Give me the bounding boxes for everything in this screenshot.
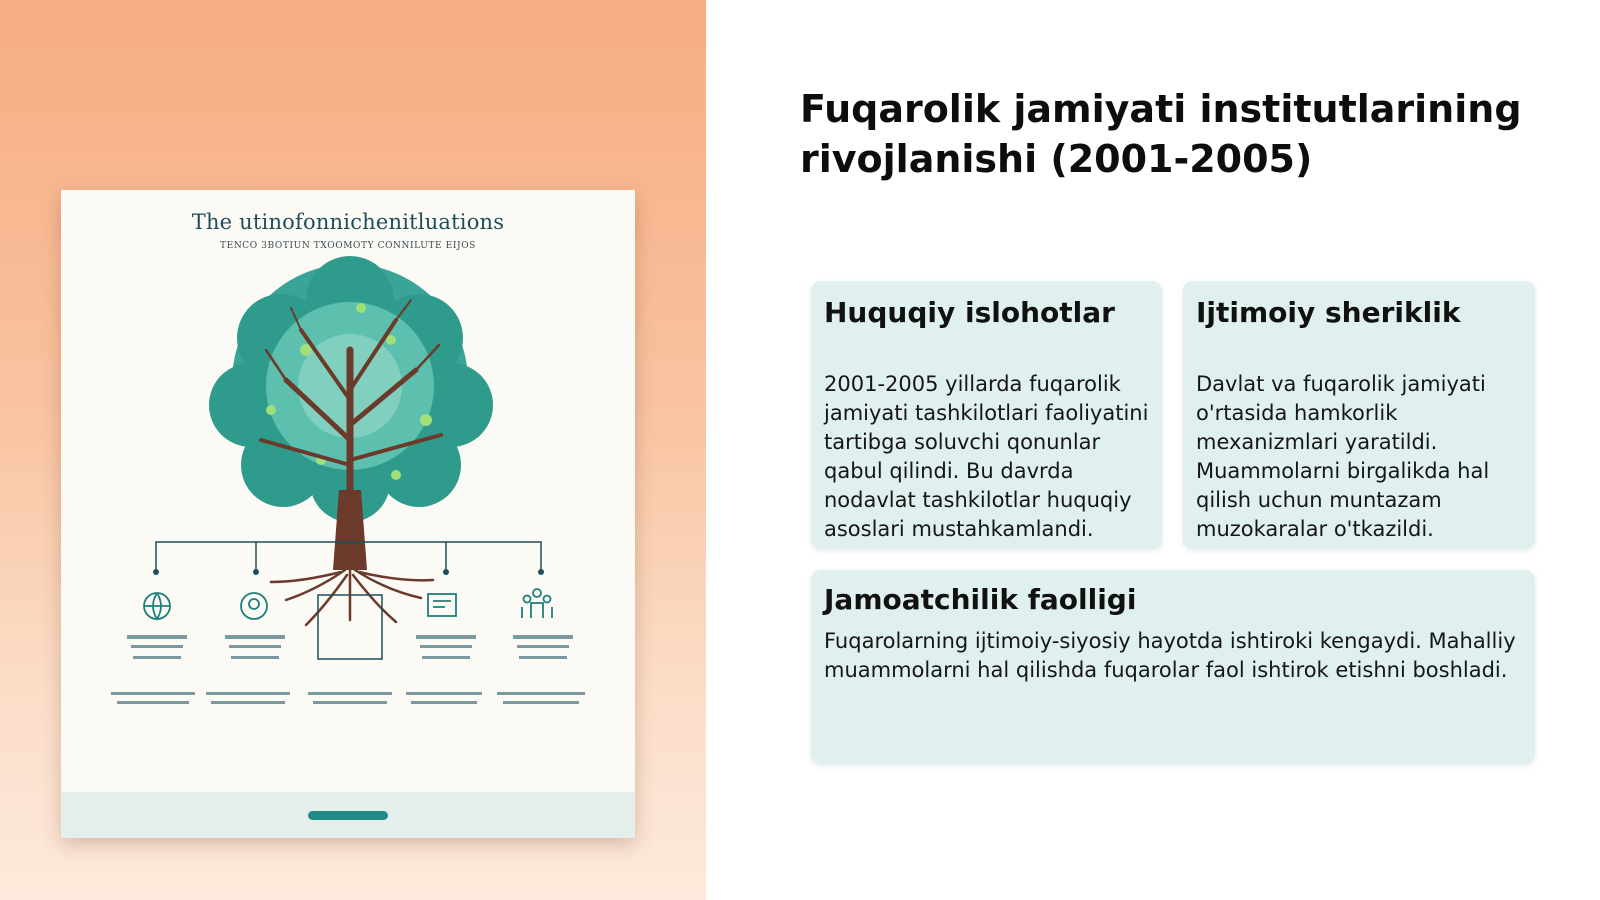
card-heading: Huquqiy islohotlar [824,296,1115,329]
image-panel [0,0,706,900]
card-text: 2001-2005 yillarda fuqarolik jamiyati tashkilotlari faoliyatini tartibga soluvchi qonunlar qabul qilindi. Bu davrda nodavlat tashkilotlar huquqiy asoslari mustahkamlandi. [824,372,1149,541]
tree-illustration [61,190,635,792]
card-text: Fuqarolarning ijtimoiy-siyosiy hayotda ishtiroki kengaydi. Mahalliy muammolarni hal qilishda fuqarolar faol ishtirok etishni boshladi. [824,629,1516,682]
tree-trunk [333,490,367,570]
poster-footer [61,792,635,838]
card-text: Davlat va fuqarolik jamiyati o'rtasida hamkorlik mexanizmlari yaratildi. Muammolarni birgalikda hal qilish uchun muntazam muzokaralar o'tkazildi. [1196,372,1490,541]
document-icon [428,594,456,616]
infographic-poster [61,190,635,838]
poster-title: The utinofonnichenitluations [191,210,505,234]
card-legal-reforms [811,281,1162,549]
card-heading: Jamoatchilik faolligi [824,583,1137,616]
globe-icon [144,593,170,619]
slide-title: Fuqarolik jamiyati institutlarining rivojlanishi (2001-2005) [800,87,1522,181]
people-icon [522,589,552,618]
poster-subtitle: TENCO 3BOTIUN TXOOMOTY CONNILUTE EIJOS [220,241,476,251]
card-social-partnership [1183,281,1535,549]
chat-icon [241,593,267,619]
card-public-activity [811,570,1535,764]
poster-footer-bar [308,811,388,820]
card-heading: Ijtimoiy sheriklik [1196,296,1461,329]
